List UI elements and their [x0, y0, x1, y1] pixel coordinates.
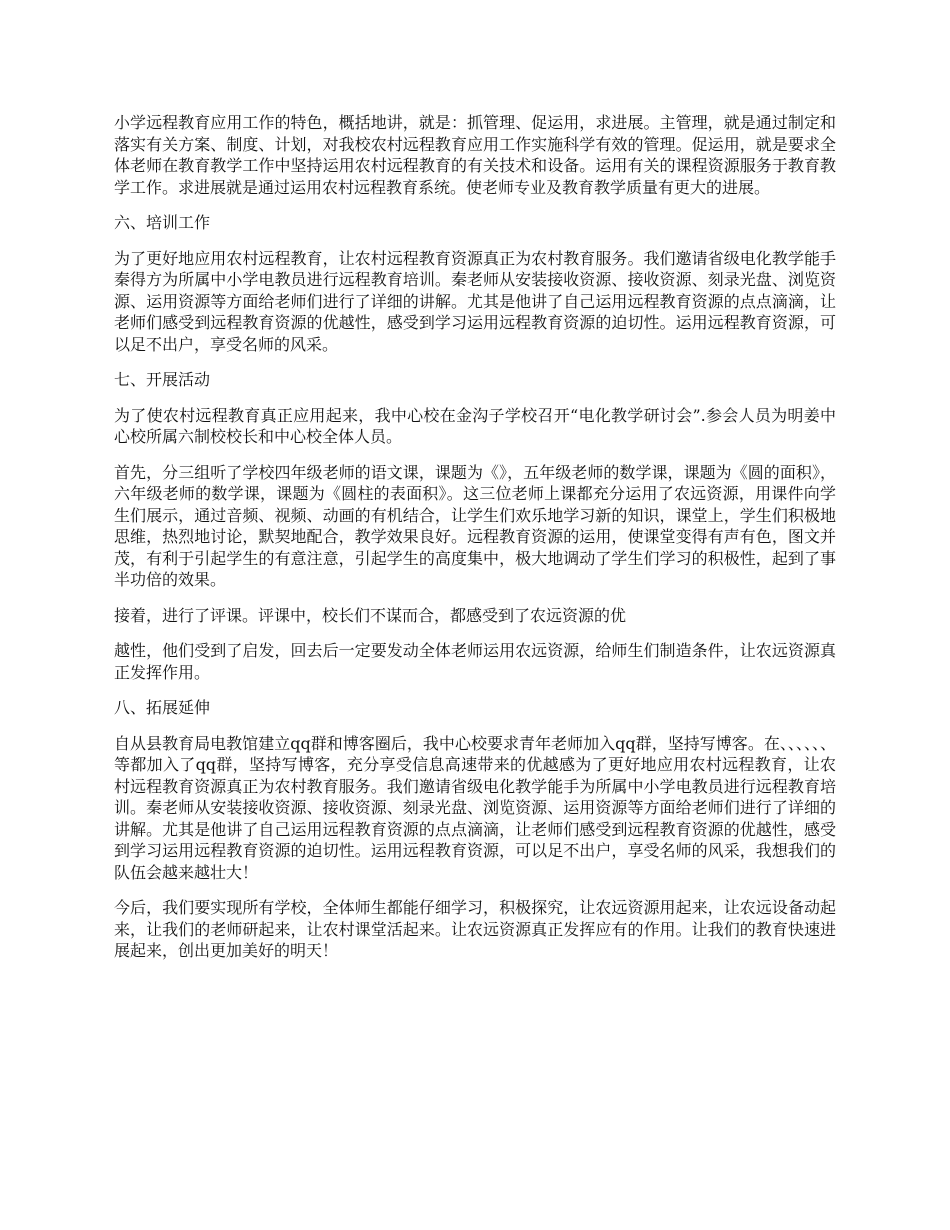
heading-extension: 八、拓展延伸 [114, 698, 211, 717]
paragraph-extension: 自从县教育局电教馆建立qq群和博客圈后，我中心校要求青年老师加入qq群，坚持写博客。在、、、、、、等都加入了qq群，坚持写博客，充分享受信息高速带来的优越感为了更好地应用农村远程教育，让农村远程教育资源真正为农村教育服务。我们邀请省级电化教学能手为所属中小学电教员进行远程教育培训。秦老师从安装接收资源、接收资源、刻录光盘、浏览资源、运用资源等方面给老师们进行了详细的讲解。尤其是他讲了自己运用远程教育资源的点点滴滴，让老师们感受到远程教育资源的优越性，感受到学习运用远程教育资源的迫切性。运用远程教育资源，可以足不出户，享受名师的风采，我想我们的队伍会越来越壮大！ [114, 733, 836, 882]
paragraph-features: 小学远程教育应用工作的特色，概括地讲，就是：抓管理、促运用，求进展。主管理，就是通过制定和落实有关方案、制度、计划，对我校农村远程教育应用工作实施科学有效的管理。促运用，就是要求全体老师在教育教学工作中坚持运用农村远程教育的有关技术和设备。运用有关的课程资源服务于教育教学工作。求进展就是通过运用农村远程教育系统。使老师专业及教育教学质量有更大的进展。 [114, 113, 836, 197]
paragraph-activities-review-cont: 越性，他们受到了启发，回去后一定要发动全体老师运用农远资源，给师生们制造条件，让农远资源真正发挥作用。 [114, 641, 836, 682]
paragraph-activities-review: 接着，进行了评课。评课中，校长们不谋而合，都感受到了农远资源的优 [114, 605, 627, 625]
paragraph-activities-intro: 为了使农村远程教育真正应用起来，我中心校在金沟子学校召开“电化教学研讨会”.参会人员为明姜中心校所属六制校校长和中心校全体人员。 [114, 405, 836, 446]
document-body [114, 112, 836, 976]
paragraph-future: 今后，我们要实现所有学校，全体师生都能仔细学习，积极探究，让农远资源用起来，让农远设备动起来，让我们的老师研起来，让农村课堂活起来。让农远资源真正发挥应有的作用。让我们的教育快速进展起来，创出更加美好的明天！ [114, 898, 836, 960]
heading-training: 六、培训工作 [114, 213, 211, 232]
paragraph-activities-lessons: 首先，分三组听了学校四年级老师的语文课，课题为《》，五年级老师的数学课，课题为《圆的面积》，六年级老师的数学课，课题为《圆柱的表面积》。这三位老师上课都充分运用了农远资源，用课件向学生们展示，通过音频、视频、动画的有机结合，让学生们欢乐地学习新的知识，课堂上，学生们积极地思维，热烈地讨论，默契地配合，教学效果良好。远程教育资源的运用，使课堂变得有声有色，图文并茂，有利于引起学生的有意注意，引起学生的高度集中，极大地调动了学生们学习的积极性，起到了事半功倍的效果。 [114, 462, 836, 589]
heading-activities: 七、开展活动 [114, 370, 211, 389]
paragraph-training: 为了更好地应用农村远程教育，让农村远程教育资源真正为农村教育服务。我们邀请省级电化教学能手秦得方为所属中小学电教员进行远程教育培训。秦老师从安装接收资源、接收资源、刻录光盘、浏览资源、运用资源等方面给老师们进行了详细的讲解。尤其是他讲了自己运用远程教育资源的点点滴滴，让老师们感受到远程教育资源的优越性，感受到学习运用远程教育资源的迫切性。运用远程教育资源，可以足不出户，享受名师的风采。 [114, 248, 836, 354]
